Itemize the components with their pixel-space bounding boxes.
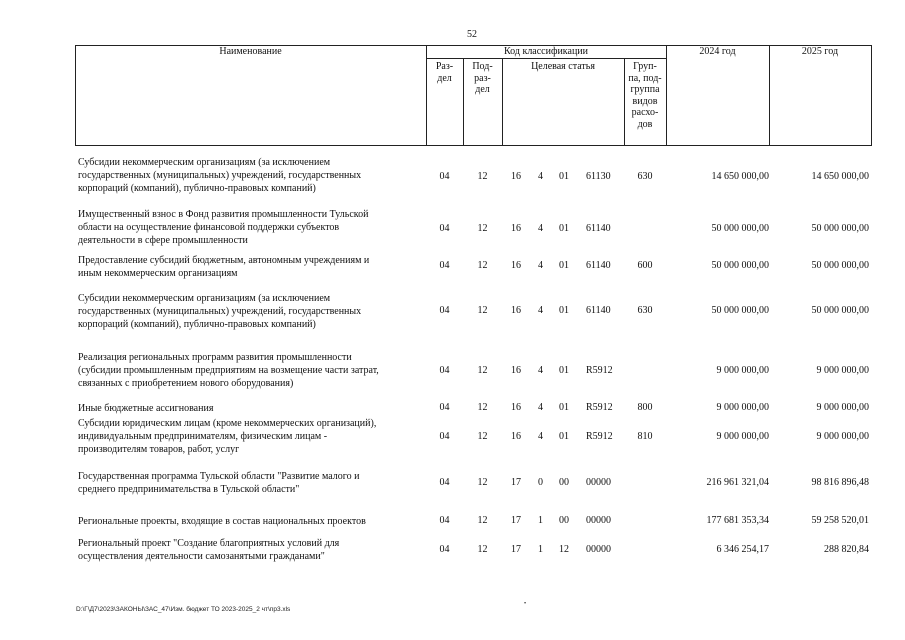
- cell-target-4: 61140: [586, 260, 611, 271]
- header-2025: 2025 год: [801, 46, 839, 57]
- cell-group: 800: [637, 402, 653, 413]
- cell-2024: 50 000 000,00: [711, 223, 769, 234]
- cell-target-1: 16: [511, 171, 521, 182]
- cell-group: 810: [637, 431, 653, 442]
- table-row-name: Иные бюджетные ассигнования: [78, 403, 214, 414]
- cell-target-2: 4: [538, 223, 543, 234]
- cell-target-4: 00000: [586, 515, 611, 526]
- cell-2024: 6 346 254,17: [716, 544, 769, 555]
- cell-target-1: 17: [511, 477, 521, 488]
- cell-target-2: 4: [538, 260, 543, 271]
- cell-2025: 9 000 000,00: [816, 365, 869, 376]
- cell-razdel: 04: [439, 305, 450, 316]
- cell-target-1: 17: [511, 544, 521, 555]
- cell-2025: 50 000 000,00: [811, 305, 869, 316]
- table-row-name: Государственная программа Тульской области "Развитие малого и среднего предпринимательства в Тульской области": [78, 471, 360, 495]
- cell-target-2: 4: [538, 305, 543, 316]
- col-border-code: [666, 45, 667, 145]
- cell-target-3: 01: [559, 223, 569, 234]
- cell-2025: 50 000 000,00: [811, 223, 869, 234]
- scan-mark: •: [524, 601, 527, 607]
- cell-2024: 50 000 000,00: [711, 305, 769, 316]
- header-bottom-border: [75, 145, 872, 146]
- cell-2024: 9 000 000,00: [716, 365, 769, 376]
- cell-razdel: 04: [439, 171, 450, 182]
- cell-target-1: 16: [511, 402, 521, 413]
- cell-2025: 59 258 520,01: [811, 515, 869, 526]
- cell-2025: 14 650 000,00: [811, 171, 869, 182]
- table-row-name: Субсидии некоммерческим организациям (за исключением государственных (муниципальных) учреждений, государственных корпораций (компаний), публично-правовых компаний): [78, 293, 362, 330]
- file-path-footer: D:\Г\Д7\2023\ЗАКОНЫ\ЗАС_47\Изм. бюджет ТО 2023-2025_2 чт\пр3.xls: [76, 606, 291, 613]
- cell-target-2: 4: [538, 431, 543, 442]
- cell-target-1: 16: [511, 305, 521, 316]
- cell-podrazdel: 12: [477, 402, 488, 413]
- cell-target-1: 16: [511, 223, 521, 234]
- cell-target-4: R5912: [586, 431, 613, 442]
- cell-target-3: 01: [559, 171, 569, 182]
- table-row-name: Имущественный взнос в Фонд развития промышленности Тульской области на осуществление финансовой поддержки субъектов деятельности в сфере промышленности: [78, 209, 369, 246]
- cell-target-3: 01: [559, 402, 569, 413]
- cell-target-2: 0: [538, 477, 543, 488]
- cell-target-3: 01: [559, 260, 569, 271]
- cell-2025: 50 000 000,00: [811, 260, 869, 271]
- table-row-name: Региональный проект "Создание благоприятных условий для осуществления деятельности самозанятыми гражданами": [78, 538, 340, 562]
- table-row-name: Реализация региональных программ развития промышленности (субсидии промышленным предприятиям на возмещение части затрат, связанных с приобретением нового оборудования): [78, 352, 379, 389]
- code-subheader-border: [426, 58, 666, 59]
- cell-target-4: R5912: [586, 365, 613, 376]
- cell-2024: 14 650 000,00: [711, 171, 769, 182]
- table-right-border: [871, 45, 872, 145]
- cell-target-4: 61140: [586, 223, 611, 234]
- cell-target-1: 16: [511, 431, 521, 442]
- cell-podrazdel: 12: [477, 477, 488, 488]
- cell-razdel: 04: [439, 260, 450, 271]
- cell-razdel: 04: [439, 515, 450, 526]
- col-border-2024: [769, 45, 770, 145]
- cell-podrazdel: 12: [477, 171, 488, 182]
- cell-podrazdel: 12: [477, 223, 488, 234]
- table-left-border: [75, 45, 76, 145]
- cell-target-4: 61140: [586, 305, 611, 316]
- cell-2024: 50 000 000,00: [711, 260, 769, 271]
- cell-group: 630: [637, 171, 653, 182]
- cell-podrazdel: 12: [477, 365, 488, 376]
- header-podrazdel: Под- раз- дел: [472, 61, 493, 95]
- cell-target-3: 01: [559, 365, 569, 376]
- cell-podrazdel: 12: [477, 515, 488, 526]
- cell-razdel: 04: [439, 402, 450, 413]
- cell-group: 630: [637, 305, 653, 316]
- table-row-name: Предоставление субсидий бюджетным, автономным учреждениям и иным некоммерческим организациям: [78, 255, 370, 279]
- cell-2024: 9 000 000,00: [716, 402, 769, 413]
- cell-target-1: 16: [511, 365, 521, 376]
- cell-target-4: 00000: [586, 477, 611, 488]
- cell-2024: 177 681 353,34: [706, 515, 769, 526]
- header-code: Код классификации: [503, 46, 589, 57]
- cell-2024: 9 000 000,00: [716, 431, 769, 442]
- table-row-name: Субсидии юридическим лицам (кроме некоммерческих организаций), индивидуальным предпринимателям, физическим лицам - производителям товаров, работ, услуг: [78, 418, 377, 455]
- cell-podrazdel: 12: [477, 431, 488, 442]
- cell-2024: 216 961 321,04: [706, 477, 769, 488]
- cell-target-3: 01: [559, 305, 569, 316]
- cell-podrazdel: 12: [477, 544, 488, 555]
- cell-razdel: 04: [439, 431, 450, 442]
- cell-target-4: R5912: [586, 402, 613, 413]
- table-row-name: Региональные проекты, входящие в состав национальных проектов: [78, 516, 366, 527]
- cell-2025: 9 000 000,00: [816, 431, 869, 442]
- header-group: Груп- па, под- группа видов расхо- дов: [628, 61, 662, 130]
- cell-target-4: 00000: [586, 544, 611, 555]
- cell-group: 600: [637, 260, 653, 271]
- header-2024: 2024 год: [699, 46, 736, 57]
- cell-razdel: 04: [439, 223, 450, 234]
- cell-target-2: 4: [538, 171, 543, 182]
- cell-2025: 98 816 896,48: [811, 477, 869, 488]
- cell-target-2: 1: [538, 544, 543, 555]
- cell-target-2: 1: [538, 515, 543, 526]
- cell-razdel: 04: [439, 477, 450, 488]
- cell-target-3: 12: [559, 544, 569, 555]
- header-target: Целевая статья: [531, 61, 595, 72]
- cell-target-4: 61130: [586, 171, 611, 182]
- cell-target-3: 01: [559, 431, 569, 442]
- page-number: 52: [467, 29, 477, 40]
- table-row-name: Субсидии некоммерческим организациям (за исключением государственных (муниципальных) учреждений, государственных корпораций (компаний), публично-правовых компаний): [78, 157, 362, 194]
- cell-2025: 288 820,84: [824, 544, 869, 555]
- cell-razdel: 04: [439, 544, 450, 555]
- cell-target-3: 00: [559, 477, 569, 488]
- cell-target-1: 16: [511, 260, 521, 271]
- cell-target-2: 4: [538, 402, 543, 413]
- cell-podrazdel: 12: [477, 305, 488, 316]
- header-razdel: Раз- дел: [435, 61, 454, 84]
- cell-target-2: 4: [538, 365, 543, 376]
- cell-razdel: 04: [439, 365, 450, 376]
- cell-target-1: 17: [511, 515, 521, 526]
- cell-target-3: 00: [559, 515, 569, 526]
- col-border-name: [426, 45, 427, 145]
- cell-podrazdel: 12: [477, 260, 488, 271]
- header-name: Наименование: [219, 46, 282, 57]
- cell-2025: 9 000 000,00: [816, 402, 869, 413]
